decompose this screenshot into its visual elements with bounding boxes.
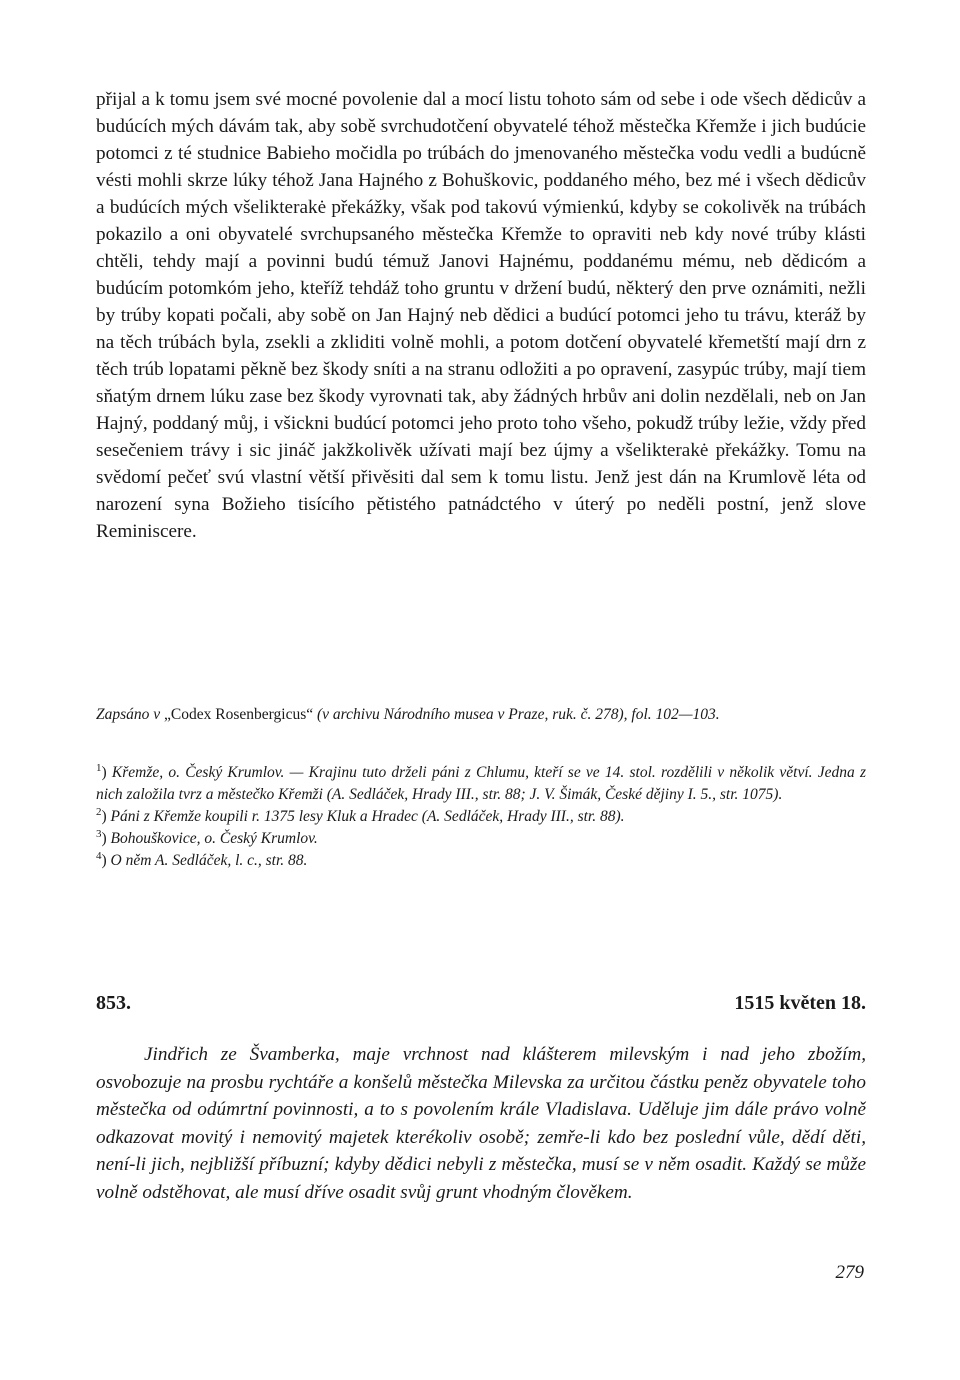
source-note-suffix: (v archivu Národního musea v Praze, ruk. č. 278), fol. 102—103.	[313, 706, 720, 723]
footnote-1	[96, 762, 866, 806]
charter-text: přijal a k tomu jsem své mocné povolenie dal a mocí listu tohoto sám od sebe i ode všech dědicův a budúcích mých dávám tak, aby sobě svrchudotčení obyvatelé téhož městečka Křemže i jich budúcie potomci z té studnice Babieho močidla po trúbách do jmenovaného městečka vodu vedli a budúcně vésti mohli skrze lúky téhož Jana Hajného z Bohuškovic, poddaného mého, bez mé i všech dědicův a budúcích mých všelikterakė překážky, však pod takovú výmienkú, kdyby se cokolivěk na trúbách pokazilo a oni obyvatelé svrchupsaného městečka Křemže to opraviti neb kdy nové trúby klásti chtěli, tehdy mají a povinni budú témuž Janovi Hajnému, poddanému mému, neb dědicóm a budúcím potomkóm jeho, kteříž tehdáž toho gruntu v držení budú, některý den prve oznámiti, nežli by trúby kopati počali, aby sobě on Jan Hajný neb dědici a budúcí potomci jeho tu trávu, kteráž by na těch trúbách byla, zsekli a zkliditi volně mohli, a potom dotčení obyvatelé křemetští mají drn z těch trúb lopatami pěkně bez škody sníti a na stranu odložiti a po opravení, zasypúc trúby, mají tiem sňatým drnem lúku zase bez škody vyrovnati tak, aby žádných hrbův ani dolin nezdělali, neb on Jan Hajný, poddaný můj, i všickni budúcí potomci jeho proto toho všeho, pokudž trúby ležie, vždy před sesečeniem trávy i sic jináč jakžkolivěk užívati mají bez újmy a všelikterakė překážky. Tomu na svědomí pečeť svú vlastní větší přivěsiti dal sem k tomu listu. Jenž jest dán na Krumlově léta od narození syna Božieho tisícího pětistého patnádctého v úterý po neděli postní, jenž slove Reminiscere.	[96, 89, 866, 542]
page-number: 279	[835, 1262, 864, 1283]
footnote-text: Křemže, o. Český Krumlov. — Krajinu tuto drželi páni z Chlumu, kteří se ve 14. stol. rozdělili v několik větví. Jedna z nich založila tvrz a městečko Křemži (A. Sedláček, Hrady III., str. 88; J. V. Šimák, České dějiny I. 5., str. 1075).	[96, 764, 866, 803]
footnote-paren: )	[101, 808, 107, 825]
source-note	[96, 704, 866, 726]
document-number: 853.	[96, 992, 131, 1014]
footnote-text: O něm A. Sedláček, l. c., str. 88.	[110, 852, 308, 869]
footnote-mark: 4	[96, 849, 102, 862]
regest-summary: Jindřich ze Švamberka, maje vrchnost nad klášterem milevským i nad jeho zbožím, osvobozuje na prosbu rychtáře a konšelů městečka Milevska za určitou částku peněz obyvatele toho městečka od odúmrtní povinnosti, a to s povolením krále Vladislava. Uděluje jim dále právo volně odkazovat movitý i nemovitý majetek kterékoliv osobě; zemře-li kdo bez poslední vůle, dědí děti, není-li jich, nejbližší příbuzní; kdyby dědici nebyli z městečka, musí se v něm osadit. Každý se může volně odstěhovat, ale musí dříve osadit svůj grunt vhodným člověkem.	[96, 1044, 866, 1203]
footnote-3	[96, 828, 866, 850]
source-note-prefix: Zapsáno v	[96, 706, 165, 723]
footnote-mark: 2	[96, 805, 102, 818]
footnotes	[96, 762, 866, 872]
footnote-4	[96, 850, 866, 872]
footnote-paren: )	[101, 764, 107, 781]
footnote-paren: )	[101, 830, 107, 847]
footnote-mark: 3	[96, 827, 102, 840]
footnote-paren: )	[101, 852, 107, 869]
document-header	[96, 992, 866, 1022]
document-date: 1515 květen 18.	[734, 992, 866, 1014]
footnote-text: Páni z Křemže koupili r. 1375 lesy Kluk a Hradec (A. Sedláček, Hrady III., str. 88).	[110, 808, 625, 825]
footnote-2	[96, 806, 866, 828]
footnote-text: Bohouškovice, o. Český Krumlov.	[110, 830, 318, 847]
footnote-mark: 1	[96, 761, 102, 774]
source-note-codex: „Codex Rosenbergicus“	[164, 706, 314, 723]
